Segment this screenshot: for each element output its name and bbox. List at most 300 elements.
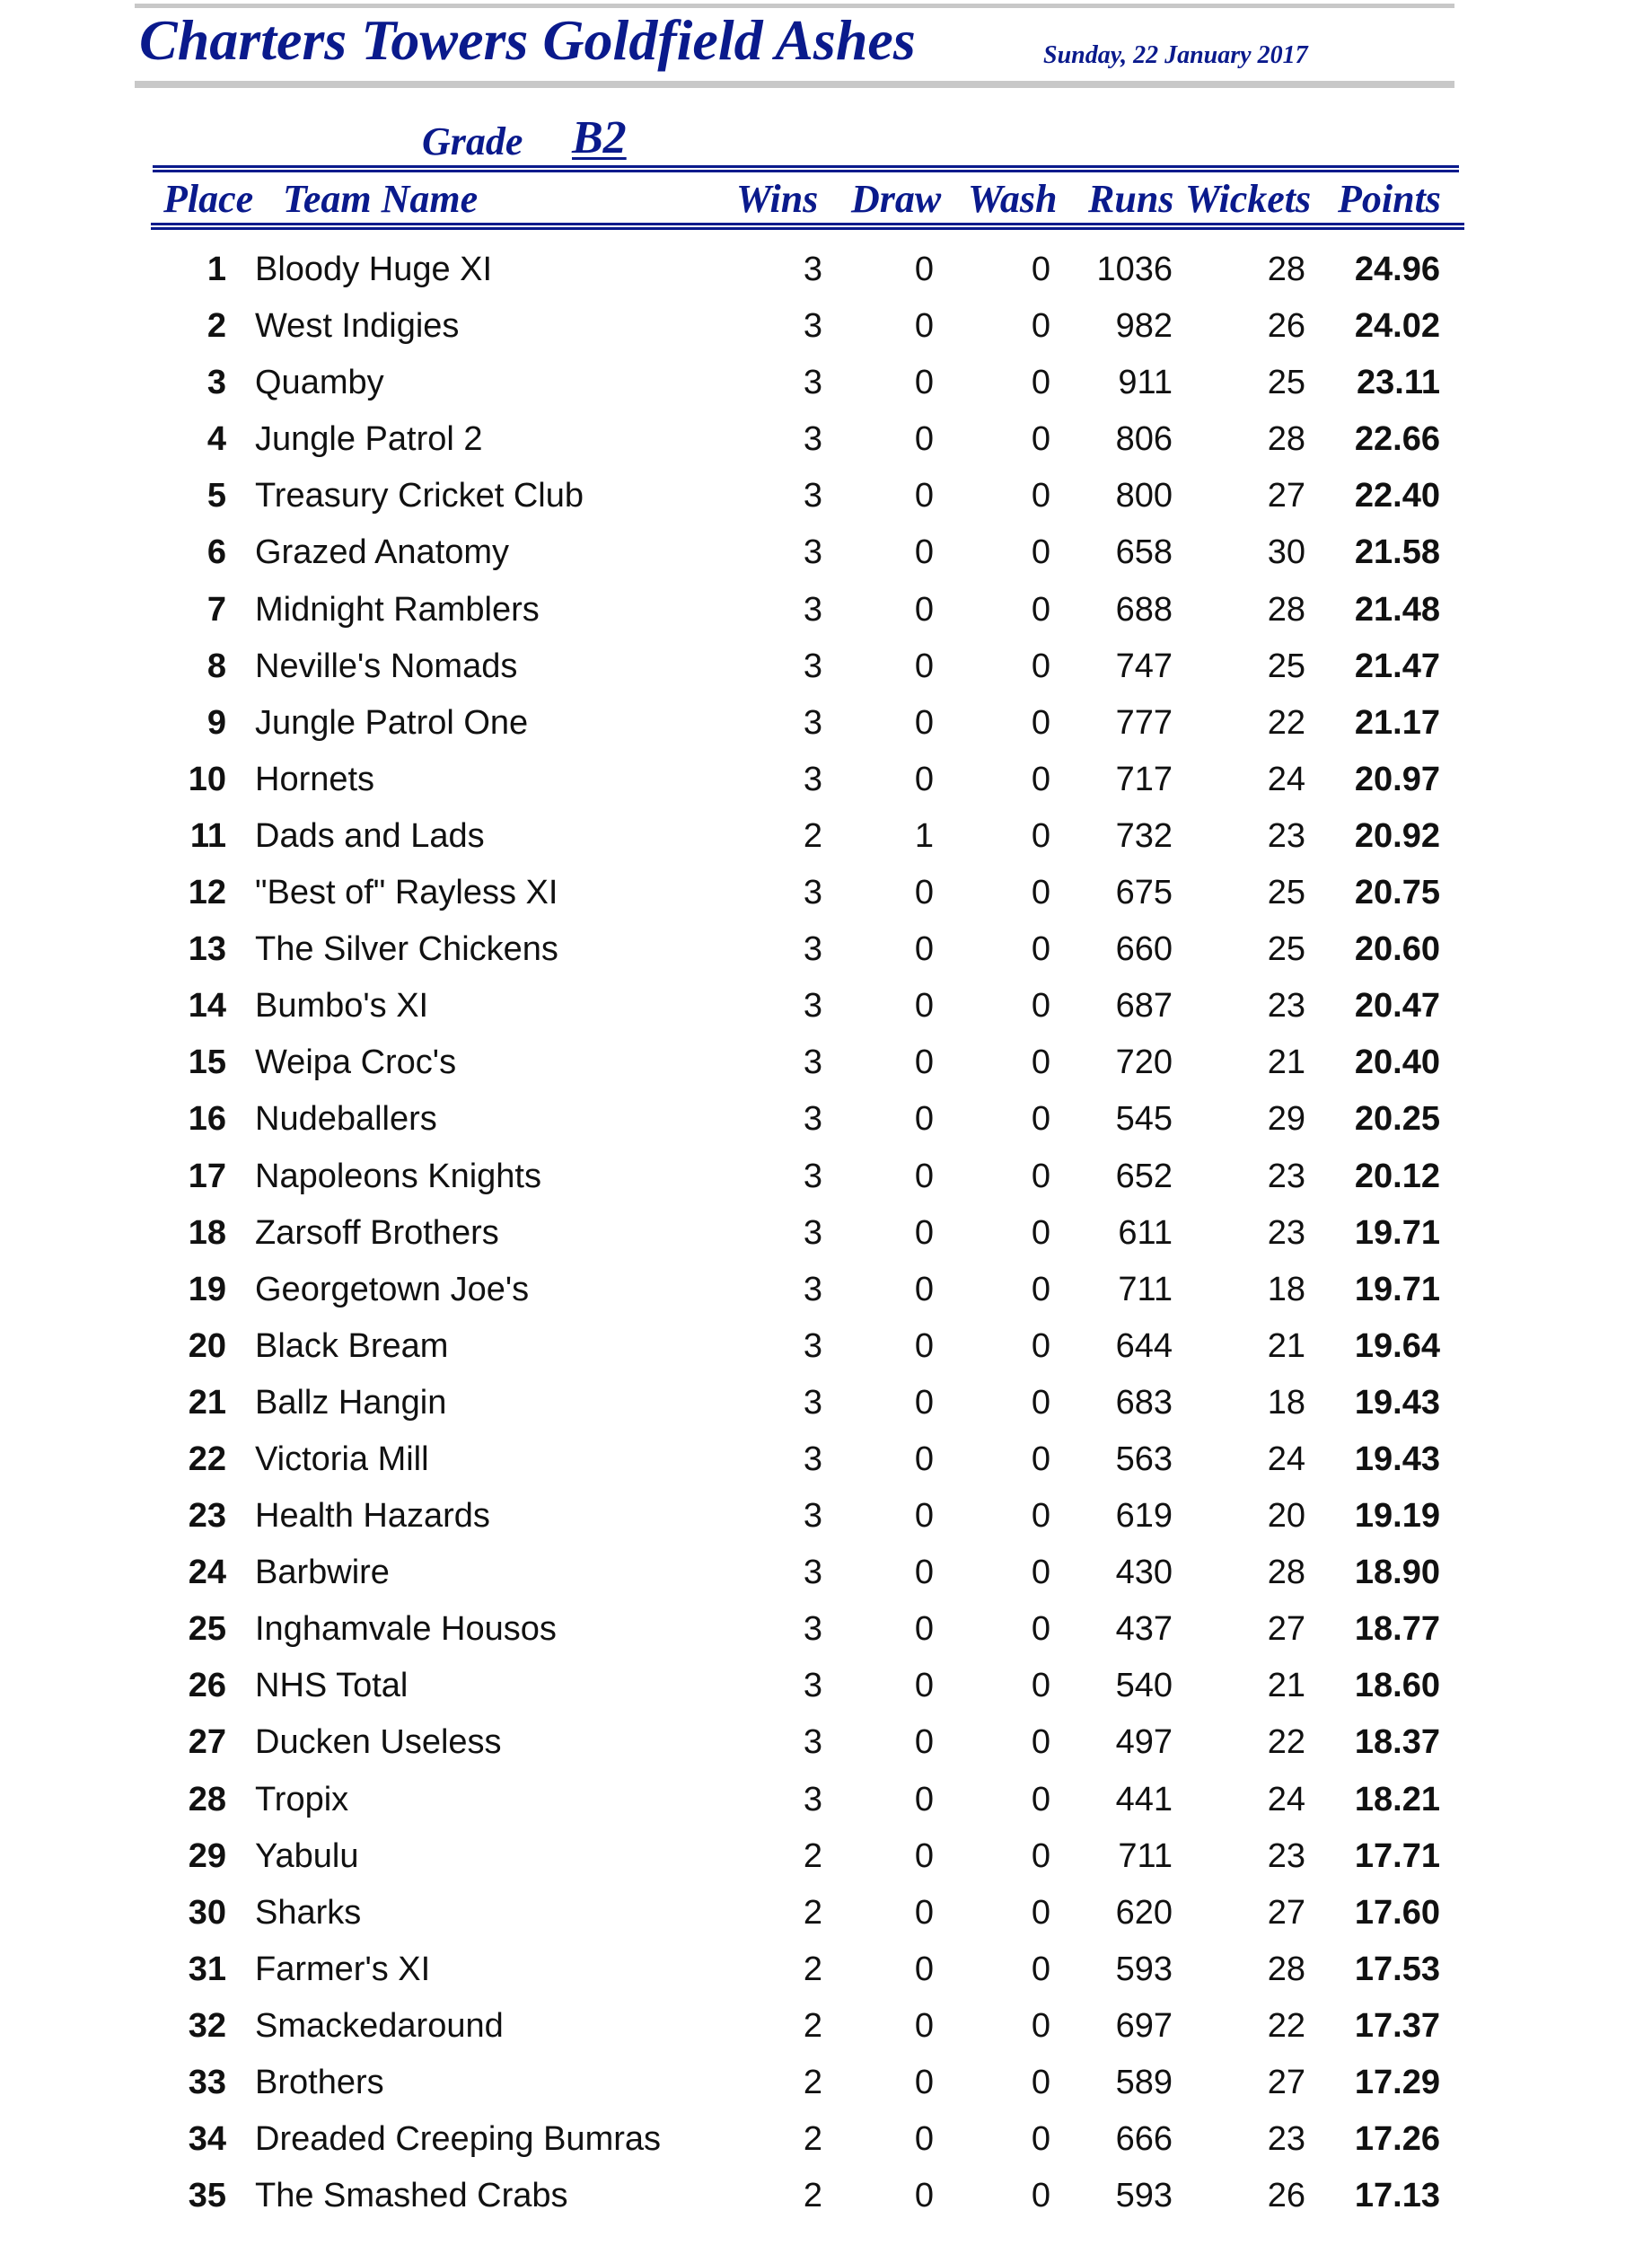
cell-team: Bumbo's XI [255, 987, 429, 1026]
cell-place: 27 [188, 1723, 226, 1762]
cell-wickets: 28 [1267, 420, 1305, 459]
cell-wash: 0 [1031, 1326, 1050, 1365]
cell-wins: 3 [803, 1667, 822, 1705]
cell-wickets: 23 [1267, 987, 1305, 1026]
cell-wins: 3 [803, 1610, 822, 1649]
cell-wickets: 27 [1267, 477, 1305, 515]
cell-place: 5 [206, 477, 226, 515]
cell-points: 20.25 [1354, 1100, 1440, 1139]
table-row [0, 1717, 1652, 1774]
cell-wickets: 25 [1267, 874, 1305, 912]
cell-wins: 3 [803, 590, 822, 629]
table-row [0, 244, 1652, 301]
cell-draw: 0 [914, 760, 934, 798]
cell-points: 17.26 [1354, 2120, 1440, 2159]
table-row [0, 811, 1652, 867]
cell-wins: 3 [803, 1497, 822, 1536]
cell-draw: 0 [914, 251, 934, 288]
cell-team: Tropix [255, 1780, 349, 1818]
cell-points: 19.71 [1354, 1213, 1440, 1252]
table-row [0, 527, 1652, 584]
cell-points: 17.60 [1354, 1893, 1440, 1932]
cell-place: 8 [206, 647, 226, 685]
cell-wickets: 21 [1267, 1667, 1305, 1705]
table-row [0, 1604, 1652, 1660]
cell-draw: 0 [914, 1723, 934, 1762]
column-header-wickets: Wickets [1185, 177, 1312, 221]
grade-label: Grade [422, 119, 523, 163]
cell-team: Midnight Ramblers [255, 590, 540, 629]
cell-wins: 3 [803, 251, 822, 288]
cell-runs: 497 [1115, 1723, 1173, 1762]
cell-wins: 3 [803, 987, 822, 1026]
cell-place: 7 [206, 590, 226, 629]
table-row [0, 2057, 1652, 2114]
cell-place: 11 [189, 816, 226, 855]
cell-wash: 0 [1031, 1440, 1050, 1478]
cell-runs: 675 [1115, 874, 1173, 912]
cell-team: Smackedaround [255, 2006, 504, 2045]
cell-wins: 2 [803, 1950, 822, 1988]
cell-team: Ducken Useless [255, 1723, 502, 1762]
cell-wins: 3 [803, 1440, 822, 1478]
cell-wash: 0 [1031, 2120, 1050, 2159]
table-row [0, 1321, 1652, 1378]
cell-runs: 683 [1115, 1383, 1173, 1422]
cell-place: 30 [188, 1893, 226, 1932]
cell-wickets: 18 [1267, 1383, 1305, 1422]
cell-wash: 0 [1031, 703, 1050, 742]
table-row [0, 301, 1652, 357]
cell-wash: 0 [1031, 533, 1050, 572]
cell-wash: 0 [1031, 2006, 1050, 2045]
cell-draw: 0 [914, 2064, 934, 2101]
cell-wickets: 23 [1267, 1157, 1305, 1195]
table-row [0, 698, 1652, 754]
cell-runs: 717 [1115, 760, 1173, 798]
cell-wash: 0 [1031, 1780, 1050, 1818]
cell-runs: 697 [1115, 2006, 1173, 2045]
column-header-team-name: Team Name [283, 177, 479, 221]
cell-wash: 0 [1031, 1723, 1050, 1762]
cell-runs: 747 [1115, 647, 1173, 685]
cell-draw: 0 [914, 1836, 934, 1875]
table-row [0, 924, 1652, 981]
cell-wash: 0 [1031, 590, 1050, 629]
cell-place: 4 [206, 420, 226, 459]
cell-wins: 3 [803, 1213, 822, 1252]
cell-wins: 2 [803, 1893, 822, 1932]
cell-points: 17.53 [1354, 1950, 1440, 1988]
cell-draw: 1 [914, 816, 934, 855]
cell-points: 18.37 [1354, 1723, 1440, 1762]
cell-wash: 0 [1031, 1893, 1050, 1932]
cell-place: 6 [206, 533, 226, 572]
cell-place: 13 [188, 930, 226, 969]
cell-wash: 0 [1031, 1554, 1050, 1592]
cell-draw: 0 [914, 1383, 934, 1422]
cell-wickets: 25 [1267, 364, 1305, 402]
cell-runs: 711 [1118, 1270, 1173, 1308]
cell-wins: 3 [803, 1326, 822, 1365]
cell-place: 16 [188, 1100, 226, 1139]
cell-runs: 611 [1118, 1213, 1173, 1252]
cell-team: Black Bream [255, 1326, 449, 1365]
cell-draw: 0 [914, 533, 934, 572]
cell-wash: 0 [1031, 307, 1050, 346]
cell-draw: 0 [914, 1326, 934, 1365]
cell-wins: 2 [803, 2064, 822, 2101]
cell-wash: 0 [1031, 1157, 1050, 1195]
cell-points: 21.48 [1354, 590, 1440, 629]
cell-wash: 0 [1031, 1100, 1050, 1139]
cell-wins: 3 [803, 307, 822, 346]
cell-wins: 3 [803, 930, 822, 969]
cell-place: 32 [188, 2006, 226, 2045]
cell-draw: 0 [914, 1780, 934, 1818]
cell-wickets: 21 [1267, 1043, 1305, 1082]
cell-team: Georgetown Joe's [255, 1270, 530, 1308]
cell-draw: 0 [914, 420, 934, 459]
cell-points: 19.64 [1354, 1326, 1440, 1365]
page-title: Charters Towers Goldfield Ashes [139, 8, 916, 72]
cell-points: 20.92 [1354, 816, 1440, 855]
cell-wash: 0 [1031, 251, 1050, 288]
cell-runs: 644 [1115, 1326, 1173, 1365]
cell-wickets: 24 [1267, 1780, 1305, 1818]
cell-team: Treasury Cricket Club [255, 477, 584, 515]
cell-place: 31 [188, 1950, 226, 1988]
column-header-points: Points [1338, 177, 1441, 221]
cell-place: 25 [188, 1610, 226, 1649]
cell-wickets: 30 [1267, 533, 1305, 572]
cell-wash: 0 [1031, 760, 1050, 798]
cell-place: 14 [188, 987, 226, 1026]
cell-wash: 0 [1031, 1497, 1050, 1536]
table-row [0, 2114, 1652, 2170]
cell-wins: 3 [803, 874, 822, 912]
cell-place: 18 [188, 1213, 226, 1252]
cell-points: 23.11 [1357, 364, 1440, 402]
table-row [0, 2170, 1652, 2227]
cell-team: West Indigies [255, 307, 460, 346]
cell-team: Victoria Mill [255, 1440, 429, 1478]
table-row [0, 754, 1652, 811]
cell-team: Ballz Hangin [255, 1383, 447, 1422]
cell-runs: 688 [1115, 590, 1173, 629]
cell-wins: 3 [803, 703, 822, 742]
cell-place: 1 [206, 251, 226, 288]
cell-draw: 0 [914, 1950, 934, 1988]
cell-team: Health Hazards [255, 1497, 490, 1536]
cell-team: Dads and Lads [255, 816, 485, 855]
cell-runs: 911 [1118, 364, 1173, 402]
header-divider [135, 81, 1454, 88]
cell-runs: 593 [1115, 2177, 1173, 2215]
table-header [0, 176, 1652, 223]
cell-wash: 0 [1031, 816, 1050, 855]
cell-team: Nudeballers [255, 1100, 437, 1139]
cell-wins: 2 [803, 2177, 822, 2215]
cell-wins: 2 [803, 1836, 822, 1875]
cell-wash: 0 [1031, 1270, 1050, 1308]
cell-place: 28 [188, 1780, 226, 1818]
cell-runs: 687 [1115, 987, 1173, 1026]
cell-points: 24.96 [1354, 251, 1440, 288]
cell-team: Sharks [255, 1893, 362, 1932]
cell-wins: 3 [803, 1723, 822, 1762]
cell-draw: 0 [914, 2006, 934, 2045]
cell-team: Jungle Patrol 2 [255, 420, 483, 459]
cell-place: 35 [188, 2177, 226, 2215]
cell-wash: 0 [1031, 987, 1050, 1026]
table-row [0, 1264, 1652, 1321]
cell-wins: 3 [803, 760, 822, 798]
cell-runs: 982 [1115, 307, 1173, 346]
cell-wins: 3 [803, 1383, 822, 1422]
cell-draw: 0 [914, 2120, 934, 2159]
cell-team: Weipa Croc's [255, 1043, 457, 1082]
table-row [0, 1037, 1652, 1094]
cell-wickets: 22 [1267, 703, 1305, 742]
standings-table [0, 244, 1652, 2227]
cell-wickets: 25 [1267, 930, 1305, 969]
cell-team: Zarsoff Brothers [255, 1213, 499, 1252]
cell-draw: 0 [914, 590, 934, 629]
cell-wins: 3 [803, 1043, 822, 1082]
column-header-draw: Draw [851, 177, 942, 221]
cell-runs: 545 [1115, 1100, 1173, 1139]
cell-draw: 0 [914, 2177, 934, 2215]
cell-place: 19 [188, 1270, 226, 1308]
cell-wash: 0 [1031, 874, 1050, 912]
table-row [0, 1491, 1652, 1547]
cell-wins: 3 [803, 1554, 822, 1592]
table-row [0, 585, 1652, 641]
report-date: Sunday, 22 January 2017 [1043, 41, 1308, 69]
cell-place: 23 [188, 1497, 226, 1536]
table-row [0, 1208, 1652, 1264]
cell-draw: 0 [914, 1157, 934, 1195]
cell-wickets: 27 [1267, 1893, 1305, 1932]
cell-wash: 0 [1031, 930, 1050, 969]
cell-runs: 1036 [1096, 251, 1173, 288]
cell-points: 17.71 [1354, 1836, 1440, 1875]
cell-draw: 0 [914, 930, 934, 969]
cell-place: 34 [188, 2120, 226, 2159]
cell-draw: 0 [914, 1554, 934, 1592]
cell-wins: 3 [803, 364, 822, 402]
cell-team: Farmer's XI [255, 1950, 431, 1988]
cell-wickets: 25 [1267, 647, 1305, 685]
cell-wins: 3 [803, 533, 822, 572]
cell-runs: 806 [1115, 420, 1173, 459]
table-row [0, 981, 1652, 1037]
cell-wins: 3 [803, 1780, 822, 1818]
table-header-top-rule [153, 165, 1459, 172]
cell-place: 22 [188, 1440, 226, 1478]
cell-draw: 0 [914, 364, 934, 402]
cell-team: Grazed Anatomy [255, 533, 510, 572]
cell-wickets: 26 [1267, 2177, 1305, 2215]
table-row [0, 1888, 1652, 1944]
cell-place: 12 [188, 874, 226, 912]
cell-team: Inghamvale Housos [255, 1610, 557, 1649]
cell-points: 22.66 [1354, 420, 1440, 459]
cell-runs: 593 [1115, 1950, 1173, 1988]
cell-runs: 437 [1115, 1610, 1173, 1649]
table-row [0, 1434, 1652, 1491]
cell-runs: 658 [1115, 533, 1173, 572]
cell-runs: 720 [1115, 1043, 1173, 1082]
cell-place: 33 [188, 2064, 226, 2101]
cell-points: 17.13 [1354, 2177, 1440, 2215]
cell-team: Jungle Patrol One [255, 703, 529, 742]
grade-value: B2 [572, 112, 627, 163]
cell-points: 20.75 [1354, 874, 1440, 912]
cell-draw: 0 [914, 987, 934, 1026]
cell-wash: 0 [1031, 1610, 1050, 1649]
cell-runs: 660 [1115, 930, 1173, 969]
cell-runs: 589 [1115, 2064, 1173, 2101]
cell-place: 17 [188, 1157, 226, 1195]
cell-team: Napoleons Knights [255, 1157, 541, 1195]
cell-wickets: 27 [1267, 2064, 1305, 2101]
cell-wash: 0 [1031, 1836, 1050, 1875]
cell-points: 21.58 [1354, 533, 1440, 572]
table-row [0, 471, 1652, 527]
cell-wins: 3 [803, 1100, 822, 1139]
cell-place: 24 [188, 1554, 226, 1592]
cell-wickets: 24 [1267, 760, 1305, 798]
cell-draw: 0 [914, 307, 934, 346]
table-row [0, 1831, 1652, 1888]
cell-points: 20.97 [1354, 760, 1440, 798]
cell-runs: 540 [1115, 1667, 1173, 1705]
table-row [0, 357, 1652, 414]
cell-runs: 800 [1115, 477, 1173, 515]
cell-team: Bloody Huge XI [255, 251, 493, 288]
table-header-bottom-rule [151, 223, 1464, 230]
cell-place: 10 [188, 760, 226, 798]
cell-wins: 2 [803, 2120, 822, 2159]
cell-runs: 652 [1115, 1157, 1173, 1195]
cell-wickets: 28 [1267, 590, 1305, 629]
cell-points: 20.60 [1354, 930, 1440, 969]
cell-wash: 0 [1031, 647, 1050, 685]
cell-wash: 0 [1031, 1950, 1050, 1988]
cell-place: 2 [206, 307, 226, 346]
cell-place: 20 [188, 1326, 226, 1365]
table-row [0, 1774, 1652, 1831]
cell-wash: 0 [1031, 1213, 1050, 1252]
cell-wash: 0 [1031, 477, 1050, 515]
column-header-wins: Wins [736, 177, 819, 221]
cell-points: 18.90 [1354, 1554, 1440, 1592]
cell-points: 22.40 [1354, 477, 1440, 515]
cell-points: 18.21 [1354, 1780, 1440, 1818]
cell-wickets: 18 [1267, 1270, 1305, 1308]
cell-team: Yabulu [255, 1836, 359, 1875]
cell-runs: 777 [1115, 703, 1173, 742]
cell-draw: 0 [914, 1893, 934, 1932]
cell-runs: 711 [1118, 1836, 1173, 1875]
cell-wickets: 28 [1267, 1554, 1305, 1592]
table-row [0, 1944, 1652, 2001]
cell-team: NHS Total [255, 1667, 409, 1705]
cell-wash: 0 [1031, 420, 1050, 459]
cell-runs: 430 [1115, 1554, 1173, 1592]
cell-wickets: 28 [1267, 251, 1305, 288]
cell-points: 20.40 [1354, 1043, 1440, 1082]
cell-draw: 0 [914, 1497, 934, 1536]
cell-wins: 3 [803, 1270, 822, 1308]
cell-wins: 3 [803, 647, 822, 685]
column-header-runs: Runs [1088, 177, 1174, 221]
cell-wickets: 28 [1267, 1950, 1305, 1988]
cell-wins: 2 [803, 816, 822, 855]
table-row [0, 1378, 1652, 1434]
cell-wickets: 21 [1267, 1326, 1305, 1365]
cell-team: The Silver Chickens [255, 930, 558, 969]
cell-team: Hornets [255, 760, 375, 798]
cell-wickets: 23 [1267, 1213, 1305, 1252]
cell-team: Quamby [255, 364, 384, 402]
table-row [0, 641, 1652, 698]
cell-runs: 563 [1115, 1440, 1173, 1478]
table-row [0, 2001, 1652, 2057]
cell-runs: 620 [1115, 1893, 1173, 1932]
table-row [0, 1660, 1652, 1717]
table-row [0, 1151, 1652, 1208]
cell-place: 9 [206, 703, 226, 742]
cell-wickets: 29 [1267, 1100, 1305, 1139]
cell-draw: 0 [914, 1270, 934, 1308]
cell-wickets: 23 [1267, 816, 1305, 855]
cell-runs: 666 [1115, 2120, 1173, 2159]
cell-draw: 0 [914, 1440, 934, 1478]
cell-wash: 0 [1031, 1043, 1050, 1082]
cell-wins: 3 [803, 1157, 822, 1195]
cell-team: Barbwire [255, 1554, 390, 1592]
cell-wins: 3 [803, 420, 822, 459]
cell-points: 17.29 [1354, 2064, 1440, 2101]
column-header-wash: Wash [968, 177, 1058, 221]
column-header-place: Place [163, 177, 254, 221]
cell-place: 29 [188, 1836, 226, 1875]
cell-team: Dreaded Creeping Bumras [255, 2120, 662, 2159]
cell-draw: 0 [914, 647, 934, 685]
cell-wash: 0 [1031, 2177, 1050, 2215]
cell-runs: 619 [1115, 1497, 1173, 1536]
cell-draw: 0 [914, 874, 934, 912]
cell-points: 21.47 [1354, 647, 1440, 685]
cell-points: 19.43 [1354, 1383, 1440, 1422]
cell-points: 19.43 [1354, 1440, 1440, 1478]
cell-draw: 0 [914, 1610, 934, 1649]
cell-team: The Smashed Crabs [255, 2177, 568, 2215]
cell-wins: 2 [803, 2006, 822, 2045]
cell-points: 19.71 [1354, 1270, 1440, 1308]
cell-draw: 0 [914, 477, 934, 515]
cell-wickets: 22 [1267, 2006, 1305, 2045]
cell-runs: 732 [1115, 816, 1173, 855]
table-row [0, 1094, 1652, 1150]
cell-wickets: 22 [1267, 1723, 1305, 1762]
cell-wash: 0 [1031, 364, 1050, 402]
table-row [0, 867, 1652, 924]
cell-wash: 0 [1031, 1667, 1050, 1705]
